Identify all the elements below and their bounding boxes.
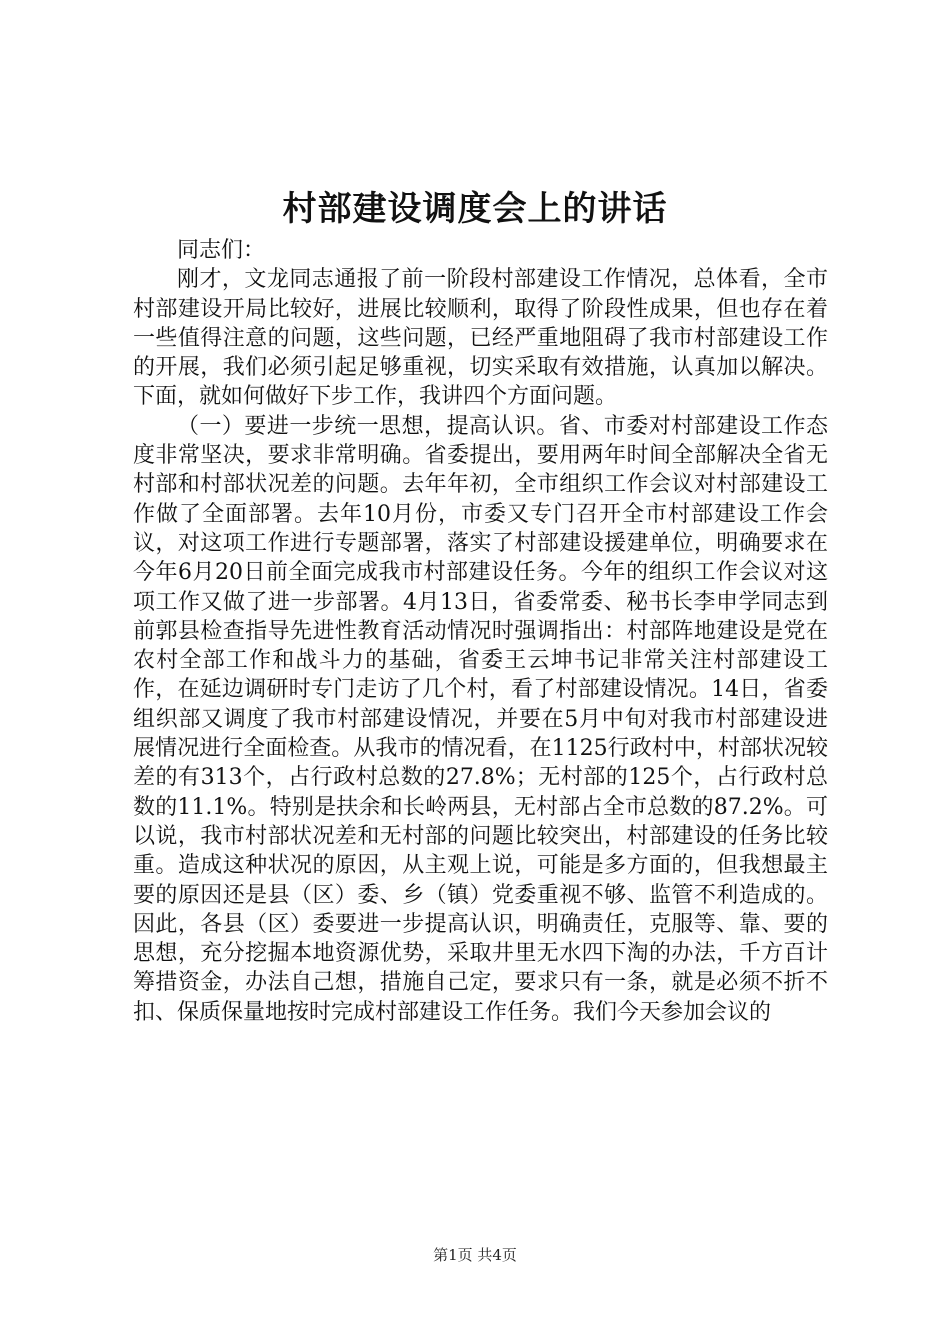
paragraph-intro: 刚才，文龙同志通报了前一阶段村部建设工作情况，总体看，全市村部建设开局比较好，进展比较顺利，取得了阶段性成果，但也存在着一些值得注意的问题，这些问题，已经严重地阻碍了我市村部建设工作的开展，我们必须引起足够重视，切实采取有效措施，认真加以解决。下面，就如何做好下步工作，我讲四个方面问题。	[133, 267, 828, 410]
paragraph-section-1: （一）要进一步统一思想，提高认识。省、市委对村部建设工作态度非常坚决，要求非常明确。省委提出，要用两年时间全部解决全省无村部和村部状况差的问题。去年年初，全市组织工作会议对村部建设工作做了全面部署。去年10月份，市委又专门召开全市村部建设工作会议，对这项工作进行专题部署，落实了村部建设援建单位，明确要求在今年6月20日前全面完成我市村部建设任务。今年的组织工作会议对这项工作又做了进一步部署。4月13日，省委常委、秘书长李申学同志到前郭县检查指导先进性教育活动情况时强调指出：村部阵地建设是党在农村全部工作和战斗力的基础，省委王云坤书记非常关注村部建设工作，在延边调研时专门走访了几个村，看了村部建设情况。14日，省委组织部又调度了我市村部建设情况，并要在5月中旬对我市村部建设进展情况进行全面检查。从我市的情况看，在1125行政村中，村部状况较差的有313个，占行政村总数的27.8%；无村部的125个，占行政村总数的11.1%。特别是扶余和长岭两县，无村部占全市总数的87.2%。可以说，我市村部状况差和无村部的问题比较突出，村部建设的任务比较重。造成这种状况的原因，从主观上说，可能是多方面的，但我想最主要的原因还是县（区）委、乡（镇）党委重视不够、监管不利造成的。因此，各县（区）委要进一步提高认识，明确责任，克服等、靠、要的思想，充分挖掘本地资源优势，采取井里无水四下淘的办法，千方百计筹措资金，办法自己想，措施自己定，要求只有一条，就是必须不折不扣、保质保量地按时完成村部建设工作任务。我们今天参加会议的	[133, 413, 828, 1025]
document-body	[133, 236, 828, 1027]
salutation: 同志们：	[177, 238, 266, 263]
page-footer: 第1页 共4页	[433, 1246, 517, 1264]
document-title: 村部建设调度会上的讲话	[282, 189, 668, 229]
